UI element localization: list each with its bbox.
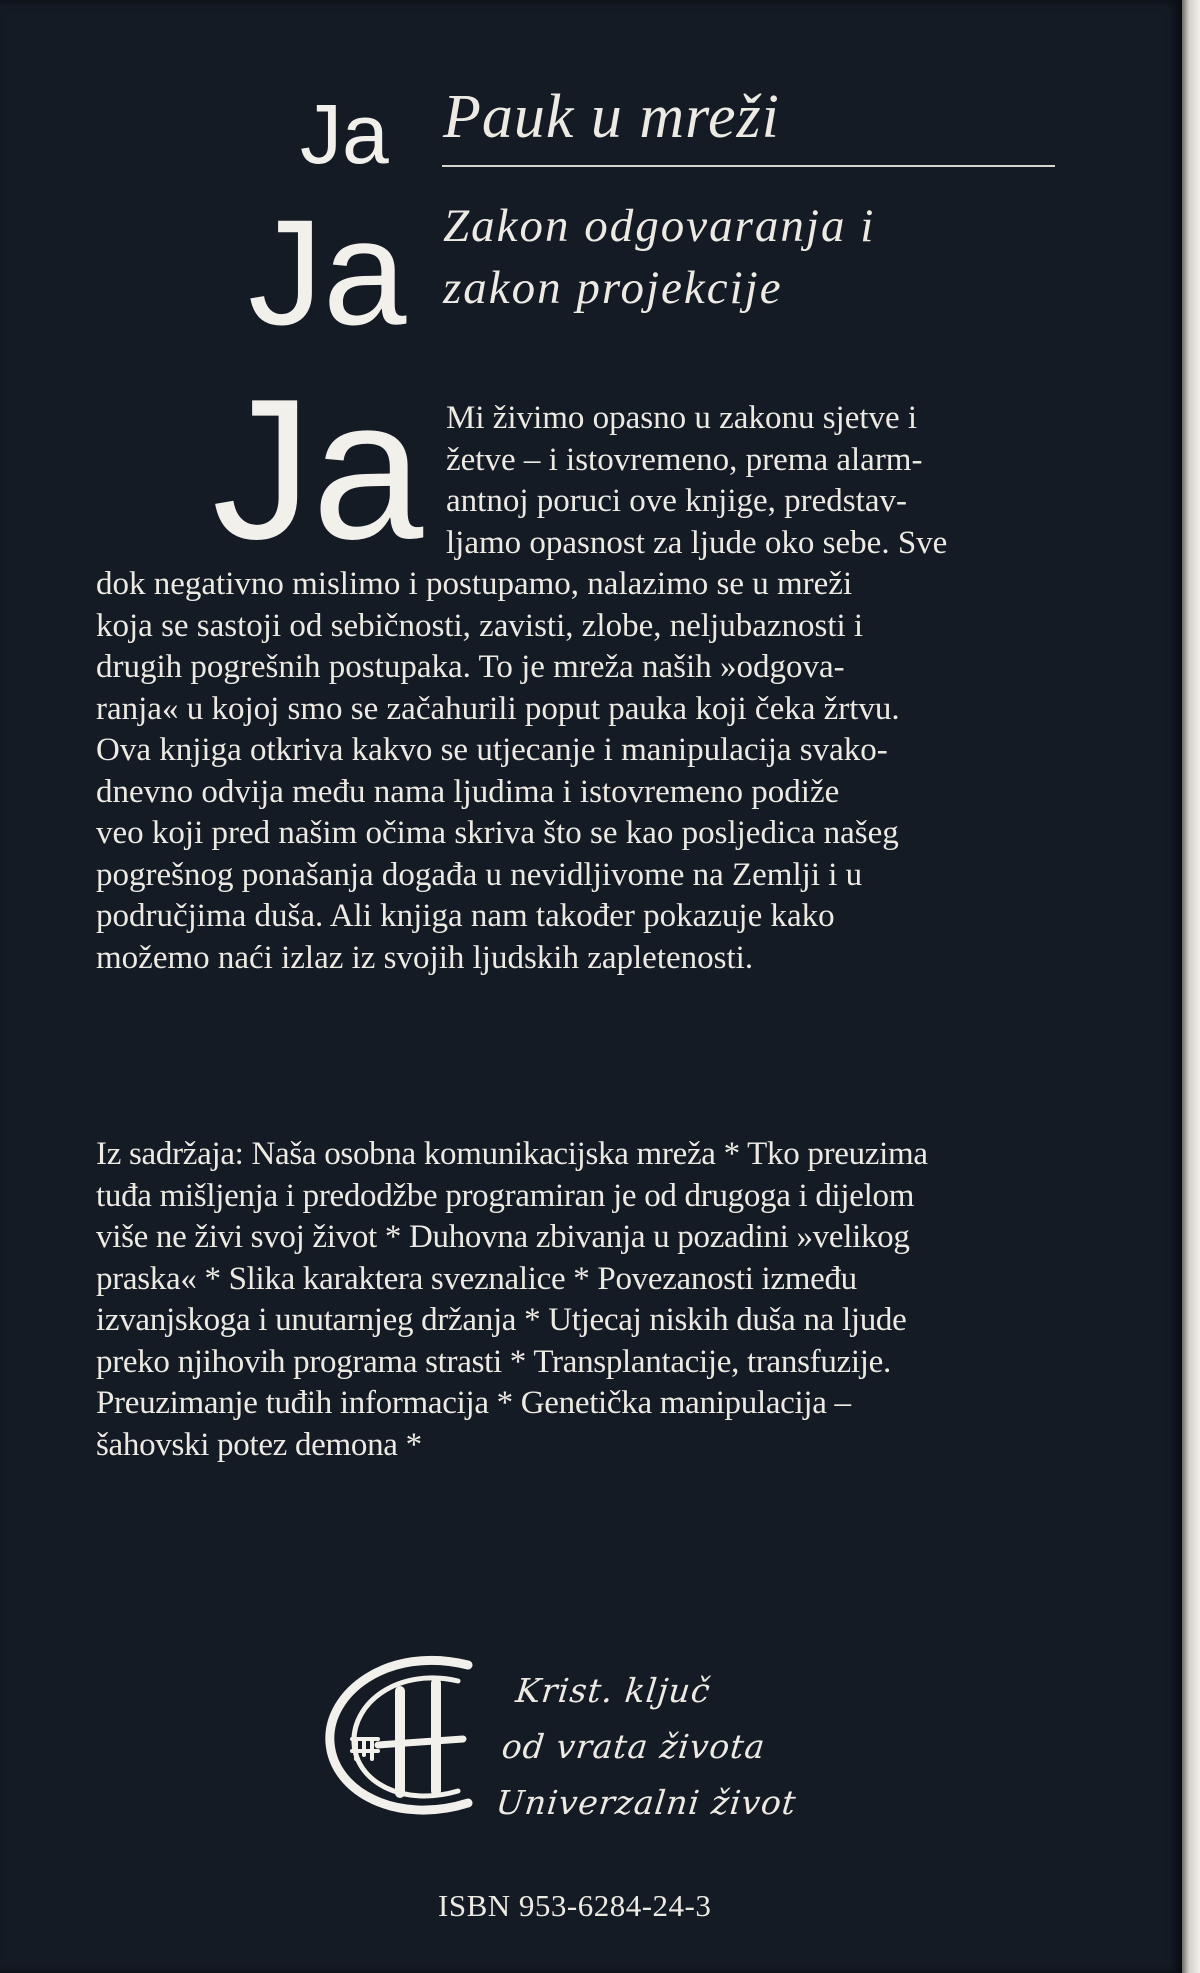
text-line: možemo naći izlaz iz svojih ljudskih zapletenosti. — [96, 939, 754, 976]
text-line: više ne živi svoj život * Duhovna zbivanja u pozadini »velikog — [96, 1219, 910, 1255]
text-line: praska« * Slika karaktera sveznalice * Povezanosti između — [96, 1260, 857, 1297]
ja-word-medium: Ja — [248, 188, 407, 356]
publisher-line: Univerzalni život — [494, 1783, 799, 1822]
text-line: antnoj poruci ove knjige, predstav- — [446, 483, 907, 519]
text-line: područjima duša. Ali knjiga nam također pokazuje kako — [96, 898, 835, 934]
text-line: dnevno odvija među nama ljudima i istovremeno podiže — [96, 773, 840, 810]
book-title: Pauk u mreži — [443, 83, 780, 151]
contents-paragraph — [96, 1134, 1066, 1466]
intro-paragraph — [446, 398, 1066, 564]
subtitle-line: Zakon odgovaranja i — [443, 200, 876, 252]
text-line: žetve – i istovremeno, prema alarm- — [446, 441, 923, 478]
text-line: Mi živimo opasno u zakonu sjetve i — [446, 400, 918, 436]
key-seal-icon — [318, 1643, 498, 1823]
publisher-line: od vrata života — [500, 1727, 768, 1766]
ja-word-large: Ja — [212, 358, 424, 581]
page-edge — [1182, 0, 1200, 1973]
text-line: preko njihovih programa strasti * Transplantacije, transfuzije. — [96, 1343, 891, 1380]
publisher-line: Krist. ključ — [513, 1671, 713, 1710]
text-line: Preuzimanje tuđih informacija * Genetička manipulacija – — [96, 1385, 851, 1421]
text-line: Ova knjiga otkriva kakvo se utjecanje i manipulacija svako- — [96, 732, 888, 768]
text-line: tuđa mišljenja i predodžbe programiran je od drugoga i dijelom — [96, 1177, 915, 1214]
text-line: drugih pogrešnih postupaka. To je mreža naših »odgova- — [96, 649, 845, 685]
text-line: izvanjskoga i unutarnjeg držanja * Utjecaj niskih duša na ljude — [96, 1302, 907, 1338]
text-line: šahovski potez demona * — [96, 1426, 422, 1463]
text-line: koja se sastoji od sebičnosti, zavisti, zlobe, neljubaznosti i — [96, 607, 864, 644]
publisher-lettering — [493, 1663, 811, 1831]
text-line: ranja« u kojoj smo se začahurili poput pauka koji čeka žrtvu. — [96, 690, 900, 727]
text-line: Iz sadržaja: Naša osobna komunikacijska mreža * Tko preuzima — [96, 1136, 928, 1172]
description-paragraph — [96, 564, 1066, 979]
text-line: dok negativno mislimo i postupamo, nalazimo se u mreži — [96, 566, 853, 602]
text-line: pogrešnog ponašanja događa u nevidljivome na Zemlji i u — [96, 856, 863, 893]
ja-word-small: Ja — [300, 87, 389, 181]
text-line: ljamo opasnost za ljude oko sebe. Sve — [446, 524, 948, 561]
isbn-number: ISBN 953-6284-24-3 — [438, 1888, 712, 1923]
book-subtitle — [443, 195, 875, 319]
title-divider — [442, 165, 1055, 167]
text-line: veo koji pred našim očima skriva što se kao posljedica našeg — [96, 815, 899, 851]
subtitle-line: zakon projekcije — [443, 262, 783, 314]
